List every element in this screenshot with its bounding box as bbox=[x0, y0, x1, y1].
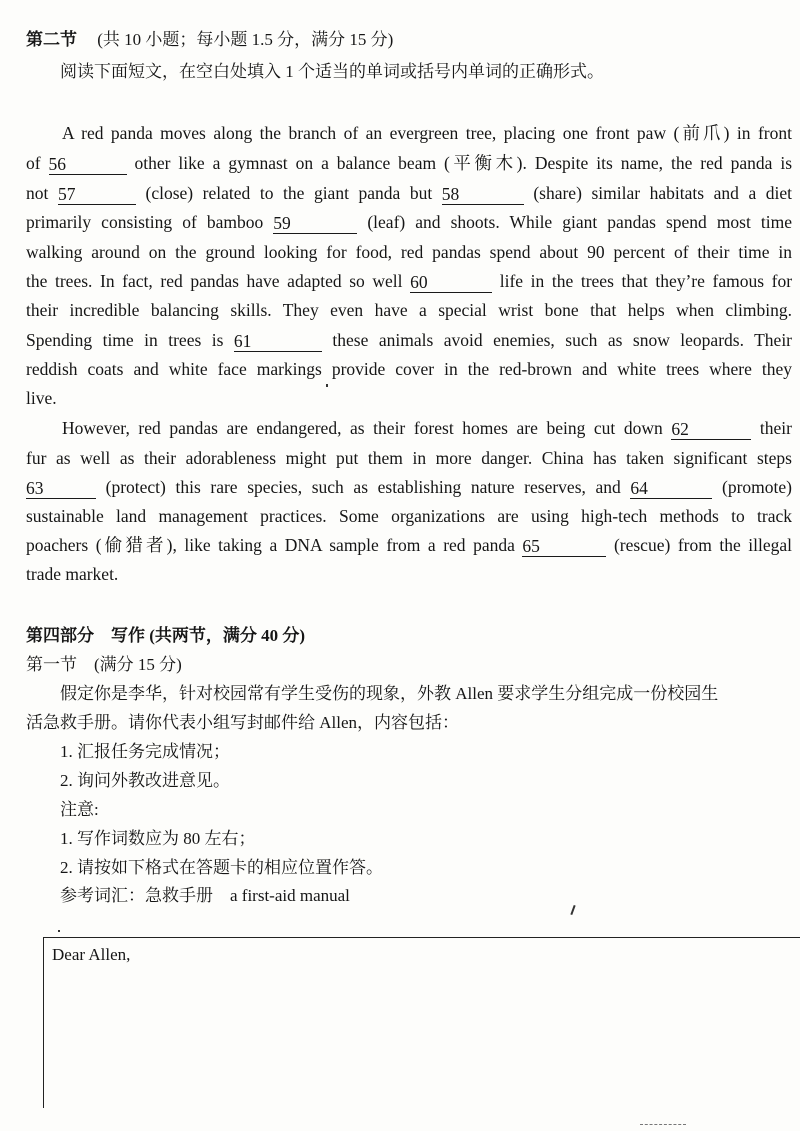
passage-line-14: sustainable land management practices. Some organizations are using high-tech methods to track bbox=[26, 506, 792, 526]
passage-line-13: 63 (protect) this rare species, such as establishing nature reserves, and 64 (promote) bbox=[26, 477, 793, 498]
note-item-1: 1. 写作词数应为 80 左右； bbox=[60, 829, 256, 848]
blank-59[interactable]: 59 bbox=[273, 212, 357, 234]
prompt-line-2: 活急救手册。请你代表小组写封邮件给 Allen，内容包括： bbox=[26, 713, 460, 732]
blank-61[interactable]: 61 bbox=[234, 330, 322, 352]
content-item-2: 2. 询问外教改进意见。 bbox=[60, 771, 230, 790]
passage-line-7: their incredible balancing skills. They even have a special wrist bone that helps when climbing. bbox=[26, 300, 792, 320]
blank-63[interactable]: 63 bbox=[26, 477, 96, 499]
part4-section1: 第一节 (满分 15 分) bbox=[26, 655, 182, 674]
note-item-2: 2. 请按如下格式在答题卡的相应位置作答。 bbox=[60, 858, 383, 877]
scan-speck bbox=[58, 930, 60, 932]
passage-line-2: of 56 other like a gymnast on a balance beam (平衡木). Despite its name, the red panda is bbox=[26, 153, 793, 174]
scan-mark bbox=[570, 905, 575, 915]
passage-line-1: A red panda moves along the branch of an evergreen tree, placing one front paw (前爪) in front bbox=[62, 123, 792, 143]
scan-speck bbox=[326, 384, 328, 387]
letter-greeting: Dear Allen, bbox=[52, 945, 131, 964]
blank-65[interactable]: 65 bbox=[522, 535, 606, 557]
passage-line-15: poachers (偷猎者), like taking a DNA sample from a red panda 65 (rescue) from the illegal bbox=[26, 535, 793, 556]
passage-line-4: primarily consisting of bamboo 59 (leaf) and shoots. While giant pandas spend most time bbox=[26, 212, 793, 233]
passage-line-16: trade market. bbox=[26, 564, 119, 584]
answer-box[interactable] bbox=[43, 937, 800, 1108]
blank-64[interactable]: 64 bbox=[630, 477, 712, 499]
blank-60[interactable]: 60 bbox=[410, 271, 492, 293]
part4-title: 第四部分 写作 (共两节，满分 40 分) bbox=[26, 626, 306, 645]
blank-57[interactable]: 57 bbox=[58, 183, 136, 205]
page-corner-mark bbox=[640, 1124, 686, 1131]
passage-line-12: fur as well as their adorableness might put them in more danger. China has taken significant steps bbox=[26, 448, 792, 468]
blank-56[interactable]: 56 bbox=[49, 153, 127, 175]
blank-62[interactable]: 62 bbox=[671, 418, 751, 440]
section2-title: 第二节 bbox=[26, 30, 77, 49]
passage-line-10: live. bbox=[26, 388, 57, 408]
passage-line-8: Spending time in trees is 61 these animals avoid enemies, such as snow leopards. Their bbox=[26, 330, 793, 351]
prompt-line-1: 假定你是李华，针对校园常有学生受伤的现象，外教 Allen 要求学生分组完成一份校园生 bbox=[60, 684, 719, 703]
passage-line-6: the trees. In fact, red pandas have adapted so well 60 life in the trees that they’re famous for bbox=[26, 271, 793, 292]
passage-line-9: reddish coats and white face markings provide cover in the red-brown and white trees where they bbox=[26, 359, 792, 379]
passage-line-11: However, red pandas are endangered, as their forest homes are being cut down 62 their bbox=[62, 418, 792, 439]
note-label: 注意: bbox=[60, 800, 99, 819]
section2-instruction: 阅读下面短文，在空白处填入 1 个适当的单词或括号内单词的正确形式。 bbox=[60, 62, 604, 81]
passage-line-5: walking around on the ground looking for food, red pandas spend about 90 percent of their time in bbox=[26, 242, 792, 262]
vocabulary-hint: 参考词汇：急救手册 a first-aid manual bbox=[60, 886, 350, 905]
section2-subtitle: (共 10 小题；每小题 1.5 分，满分 15 分) bbox=[97, 30, 394, 49]
passage-line-3: not 57 (close) related to the giant panda but 58 (share) similar habitats and a diet bbox=[26, 183, 793, 204]
section2-header bbox=[26, 28, 393, 52]
blank-58[interactable]: 58 bbox=[442, 183, 524, 205]
content-item-1: 1. 汇报任务完成情况； bbox=[60, 742, 230, 761]
